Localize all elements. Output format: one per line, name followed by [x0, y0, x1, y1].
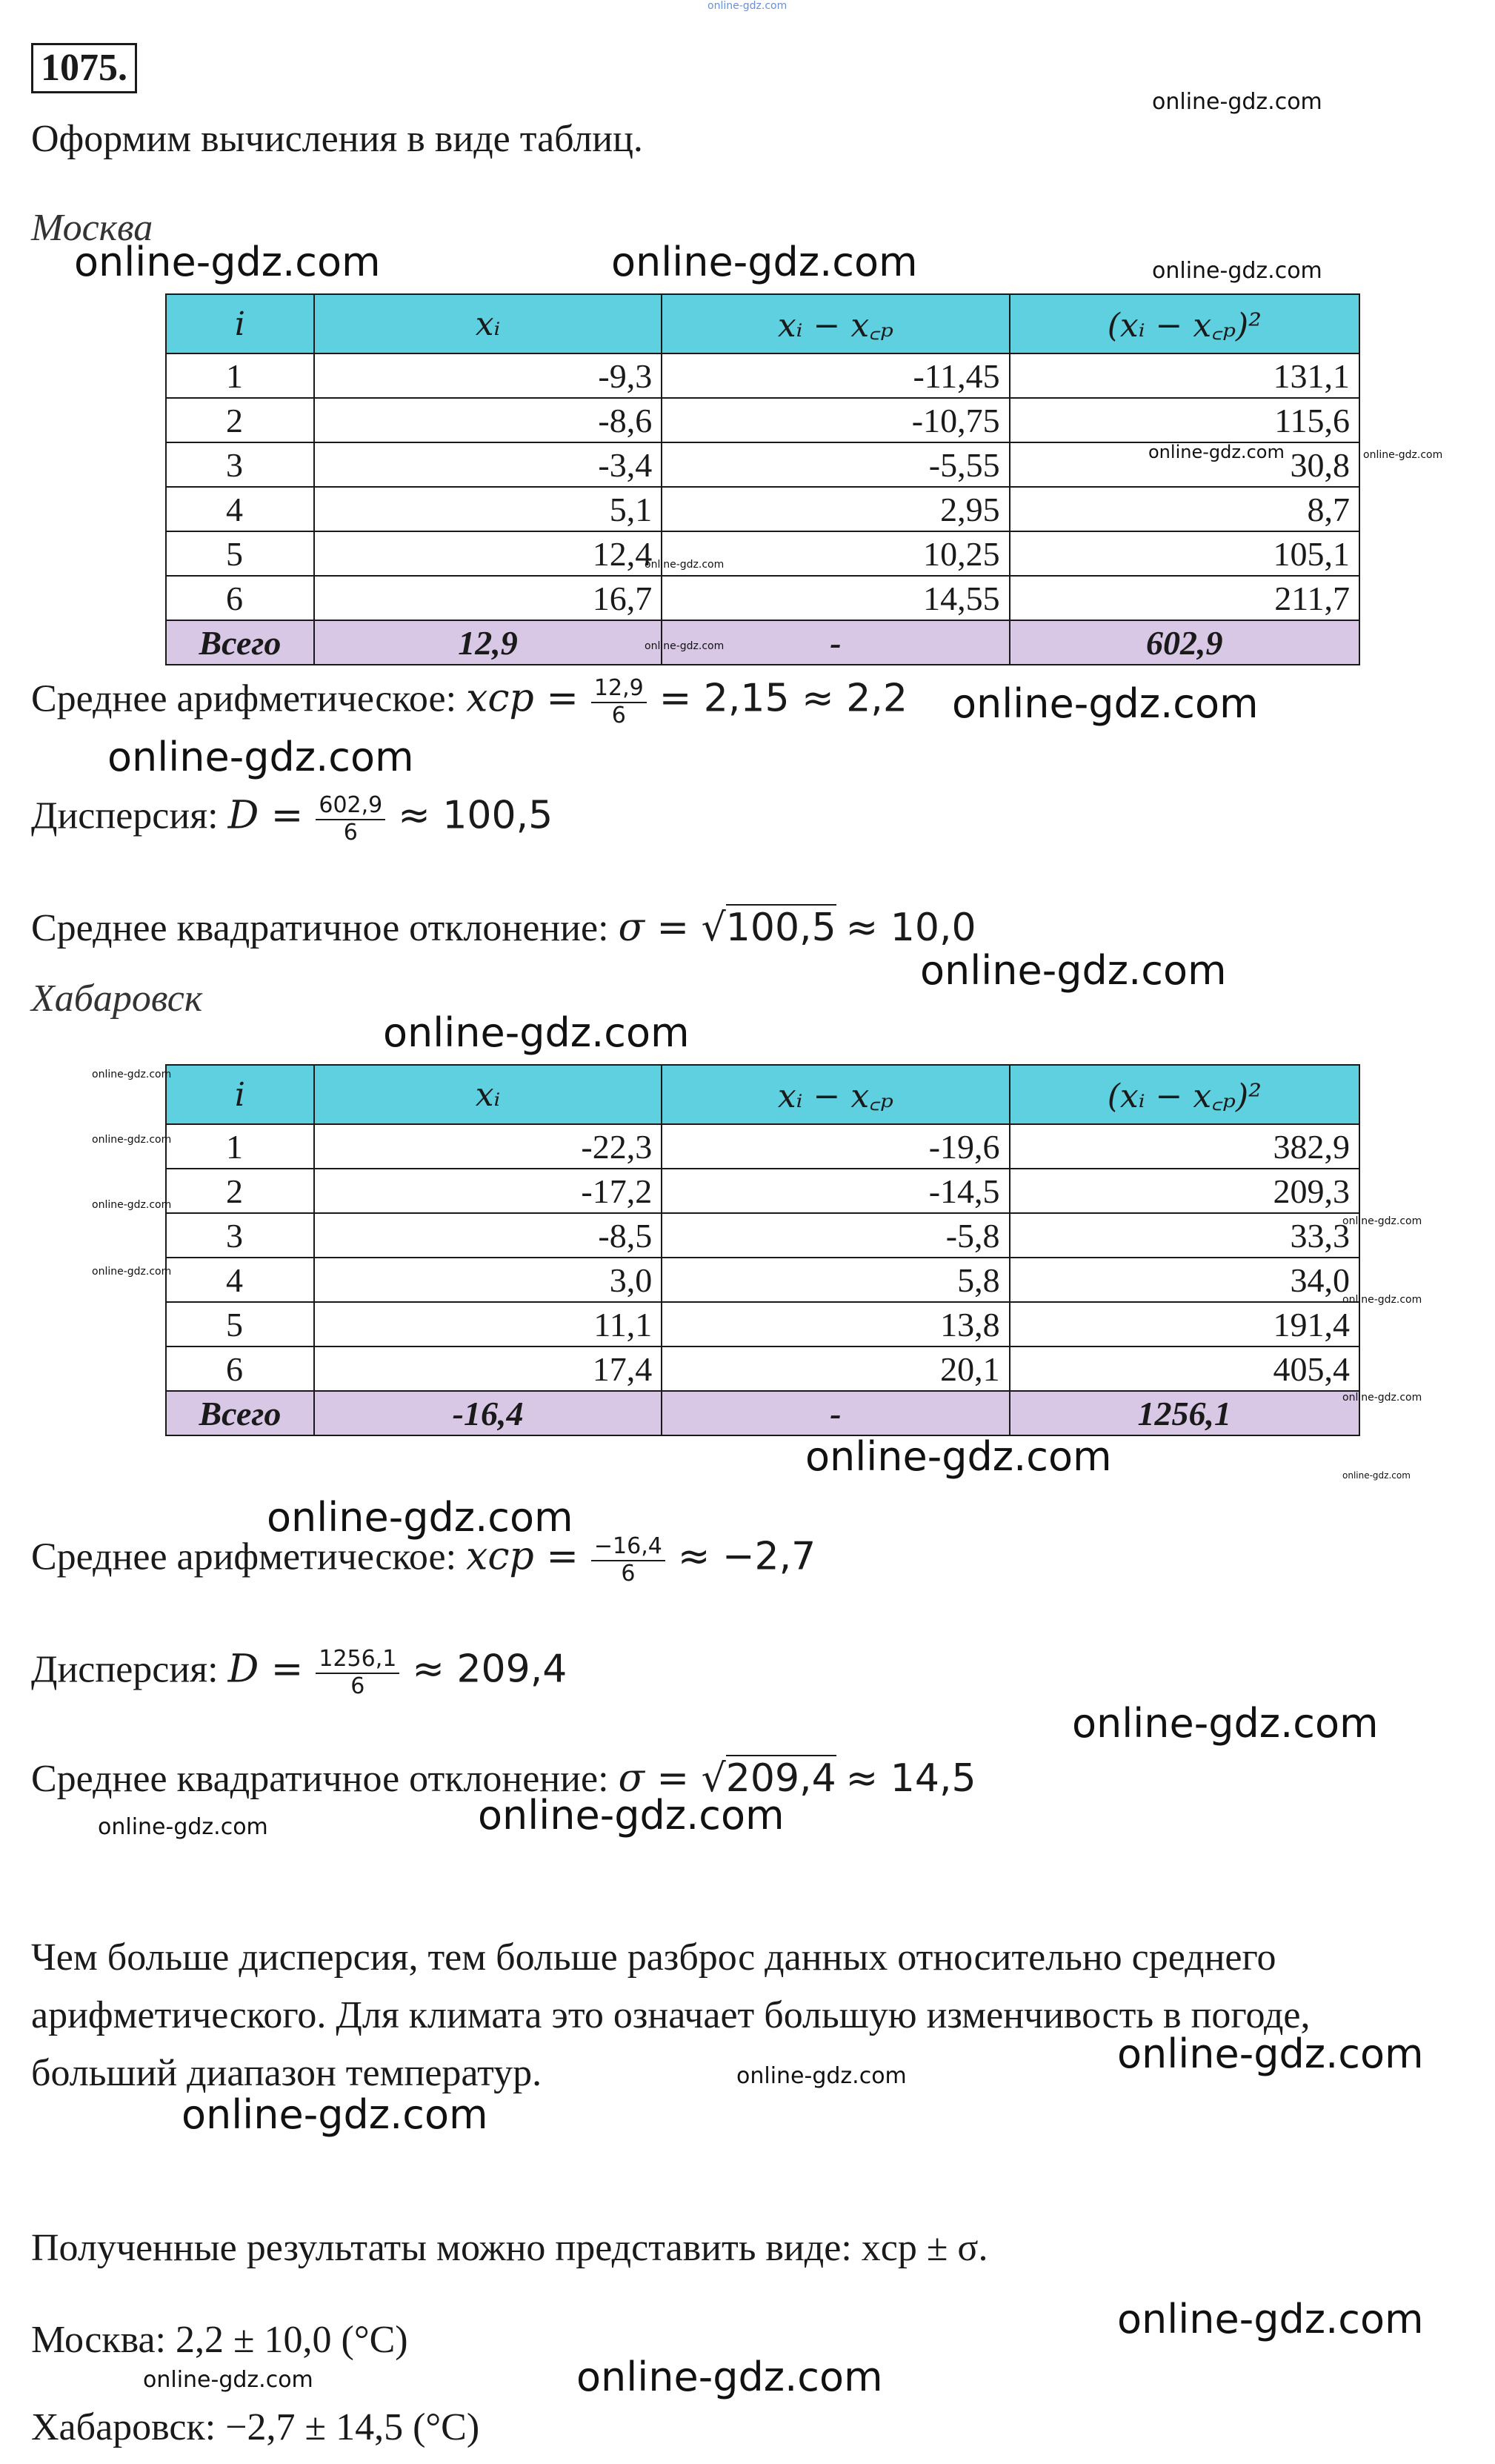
- cell: 8,7: [1010, 487, 1359, 531]
- cell: 1: [166, 1124, 314, 1169]
- cell: -3,4: [314, 442, 662, 487]
- dispersion-rhs: ≈ 100,5: [398, 793, 553, 838]
- moscow-mean-line: [31, 676, 908, 728]
- moscow-sigma-line: [31, 906, 976, 950]
- watermark: online-gdz.com: [1152, 258, 1322, 284]
- watermark: online-gdz.com: [1072, 1700, 1379, 1747]
- cell: -19,6: [662, 1124, 1009, 1169]
- cell: -9,3: [314, 353, 662, 398]
- dispersion-label: Дисперсия:: [31, 1648, 219, 1691]
- khabarovsk-mean-line: [31, 1534, 816, 1587]
- conclusion-line-1: Чем больше дисперсия, тем больше разброс данных относительно среднего: [31, 1936, 1276, 1979]
- header-i: i: [166, 294, 314, 353]
- cell: 3: [166, 442, 314, 487]
- result-moscow: Москва: 2,2 ± 10,0 (°C): [31, 2319, 408, 2361]
- watermark: online-gdz.com: [1148, 442, 1285, 462]
- watermark: online-gdz.com: [1363, 449, 1443, 461]
- cell: 17,4: [314, 1346, 662, 1391]
- watermark: online-gdz.com: [952, 680, 1259, 727]
- table-row: [166, 353, 1359, 398]
- dispersion-fraction: $\frac{1256,1}{6}$: [316, 1647, 399, 1699]
- dispersion-rhs: ≈ 209,4: [412, 1647, 567, 1692]
- cell: 105,1: [1010, 531, 1359, 576]
- cell: 13,8: [662, 1302, 1009, 1346]
- cell: 405,4: [1010, 1346, 1359, 1391]
- city-moscow: Москва: [31, 207, 153, 249]
- cell: 4: [166, 487, 314, 531]
- watermark: online-gdz.com: [92, 1069, 172, 1080]
- cell: 10,25: [662, 531, 1009, 576]
- header-xi: xᵢ: [314, 294, 662, 353]
- cell: 16,7: [314, 576, 662, 620]
- table-row: [166, 531, 1359, 576]
- table-total-row: [166, 1391, 1359, 1435]
- watermark: online-gdz.com: [1342, 1392, 1422, 1404]
- cell: 5: [166, 531, 314, 576]
- sigma-radicand: 100,5: [725, 906, 836, 950]
- cell: -14,5: [662, 1169, 1009, 1213]
- watermark: online-gdz.com: [92, 1266, 172, 1278]
- total-deviation: -: [662, 1391, 1009, 1435]
- city-khabarovsk: Хабаровск: [31, 977, 203, 1020]
- sigma-label: Среднее квадратичное отклонение:: [31, 907, 609, 949]
- watermark: online-gdz.com: [478, 1792, 785, 1839]
- cell: 14,55: [662, 576, 1009, 620]
- table-row: [166, 1124, 1359, 1169]
- cell: 6: [166, 576, 314, 620]
- cell: 12,4: [314, 531, 662, 576]
- watermark: online-gdz.com: [736, 2063, 907, 2089]
- watermark: online-gdz.com: [611, 239, 918, 285]
- header-i: i: [166, 1065, 314, 1124]
- table-row: [166, 1302, 1359, 1346]
- watermark: online-gdz.com: [383, 1009, 690, 1056]
- sigma-rhs: ≈ 10,0: [845, 906, 976, 950]
- cell: 5,8: [662, 1258, 1009, 1302]
- cell: 209,3: [1010, 1169, 1359, 1213]
- watermark: online-gdz.com: [1342, 1294, 1422, 1306]
- intro-text: Оформим вычисления в виде таблиц.: [31, 118, 643, 160]
- watermark: online-gdz.com: [1152, 89, 1322, 115]
- total-deviation: -: [662, 620, 1009, 665]
- total-label: Всего: [166, 1391, 314, 1435]
- table-total-row: [166, 620, 1359, 665]
- problem-number: 1075.: [31, 43, 137, 93]
- table-row: [166, 398, 1359, 442]
- cell: -5,8: [662, 1213, 1009, 1258]
- mean-lhs: xcp =: [466, 676, 579, 721]
- watermark: online-gdz.com: [182, 2091, 488, 2138]
- watermark: online-gdz.com: [143, 2367, 313, 2393]
- watermark: online-gdz.com: [1342, 1470, 1411, 1481]
- cell: -5,55: [662, 442, 1009, 487]
- table-row: [166, 1213, 1359, 1258]
- cell: -8,5: [314, 1213, 662, 1258]
- mean-lhs: xcp =: [466, 1534, 579, 1579]
- total-label: Всего: [166, 620, 314, 665]
- cell: 11,1: [314, 1302, 662, 1346]
- conclusion-line-3: больший диапазон температур.: [31, 2052, 542, 2094]
- watermark: online-gdz.com: [74, 239, 381, 285]
- table-row: [166, 487, 1359, 531]
- cell: -10,75: [662, 398, 1009, 442]
- cell: 211,7: [1010, 576, 1359, 620]
- total-xi: -16,4: [314, 1391, 662, 1435]
- cell: -22,3: [314, 1124, 662, 1169]
- watermark: online-gdz.com: [107, 734, 414, 780]
- watermark: online-gdz.com: [1342, 1215, 1422, 1227]
- table-row: [166, 1346, 1359, 1391]
- cell: -8,6: [314, 398, 662, 442]
- header-deviation: xᵢ − x꜀ₚ: [662, 1065, 1009, 1124]
- total-xi: 12,9: [314, 620, 662, 665]
- top-watermark: online-gdz.com: [707, 0, 788, 12]
- mean-rhs: = 2,15 ≈ 2,2: [659, 676, 908, 721]
- watermark: online-gdz.com: [645, 640, 725, 652]
- watermark: online-gdz.com: [98, 1814, 268, 1840]
- table-header-row: [166, 1065, 1359, 1124]
- sigma-radicand: 209,4: [725, 1756, 836, 1801]
- header-squared-deviation: (xᵢ − x꜀ₚ)²: [1010, 1065, 1359, 1124]
- cell: 33,3: [1010, 1213, 1359, 1258]
- total-squared: 1256,1: [1010, 1391, 1359, 1435]
- cell: 1: [166, 353, 314, 398]
- dispersion-label: Дисперсия:: [31, 794, 219, 837]
- table-header-row: [166, 294, 1359, 353]
- watermark: online-gdz.com: [645, 559, 725, 571]
- cell: 131,1: [1010, 353, 1359, 398]
- mean-rhs: ≈ −2,7: [677, 1534, 816, 1579]
- cell: 2: [166, 398, 314, 442]
- sigma-lhs: σ = √: [618, 1756, 726, 1801]
- result-khabarovsk: Хабаровск: −2,7 ± 14,5 (°C): [31, 2406, 480, 2448]
- sigma-lhs: σ = √: [618, 906, 726, 950]
- cell: 382,9: [1010, 1124, 1359, 1169]
- mean-label: Среднее арифметическое:: [31, 1535, 457, 1578]
- watermark: online-gdz.com: [92, 1199, 172, 1211]
- watermark: online-gdz.com: [92, 1134, 172, 1146]
- cell: 20,1: [662, 1346, 1009, 1391]
- cell: 5,1: [314, 487, 662, 531]
- watermark: online-gdz.com: [1117, 2296, 1424, 2342]
- cell: 6: [166, 1346, 314, 1391]
- moscow-table: [165, 293, 1360, 665]
- watermark: online-gdz.com: [1117, 2030, 1424, 2077]
- header-xi: xᵢ: [314, 1065, 662, 1124]
- sigma-rhs: ≈ 14,5: [845, 1756, 976, 1801]
- khabarovsk-dispersion-line: [31, 1647, 567, 1699]
- table-row: [166, 1258, 1359, 1302]
- mean-fraction: $\frac{-16,4}{6}$: [591, 1534, 665, 1587]
- watermark: online-gdz.com: [805, 1433, 1112, 1480]
- watermark: online-gdz.com: [267, 1494, 573, 1541]
- moscow-dispersion-line: [31, 793, 553, 846]
- cell: 30,8: [1010, 442, 1359, 487]
- cell: 5: [166, 1302, 314, 1346]
- cell: -17,2: [314, 1169, 662, 1213]
- header-squared-deviation: (xᵢ − x꜀ₚ)²: [1010, 294, 1359, 353]
- cell: 4: [166, 1258, 314, 1302]
- cell: 34,0: [1010, 1258, 1359, 1302]
- table-row: [166, 576, 1359, 620]
- table-row: [166, 1169, 1359, 1213]
- conclusion-line-2: арифметического. Для климата это означает большую изменчивость в погоде,: [31, 1994, 1311, 2036]
- header-deviation: xᵢ − x꜀ₚ: [662, 294, 1009, 353]
- result-intro: Полученные результаты можно представить виде: xcp ± σ.: [31, 2227, 988, 2269]
- cell: 2,95: [662, 487, 1009, 531]
- dispersion-lhs: D =: [227, 1647, 304, 1692]
- sigma-label: Среднее квадратичное отклонение:: [31, 1758, 609, 1800]
- cell: 115,6: [1010, 398, 1359, 442]
- total-squared: 602,9: [1010, 620, 1359, 665]
- watermark: online-gdz.com: [576, 2354, 883, 2400]
- cell: 3: [166, 1213, 314, 1258]
- cell: 2: [166, 1169, 314, 1213]
- dispersion-lhs: D =: [227, 793, 304, 838]
- mean-label: Среднее арифметическое:: [31, 677, 457, 720]
- watermark: online-gdz.com: [920, 947, 1227, 994]
- cell: 191,4: [1010, 1302, 1359, 1346]
- dispersion-fraction: $\frac{602,9}{6}$: [316, 793, 385, 846]
- khabarovsk-table: [165, 1064, 1360, 1436]
- cell: -11,45: [662, 353, 1009, 398]
- cell: 3,0: [314, 1258, 662, 1302]
- mean-fraction: $\frac{12,9}{6}$: [591, 676, 647, 728]
